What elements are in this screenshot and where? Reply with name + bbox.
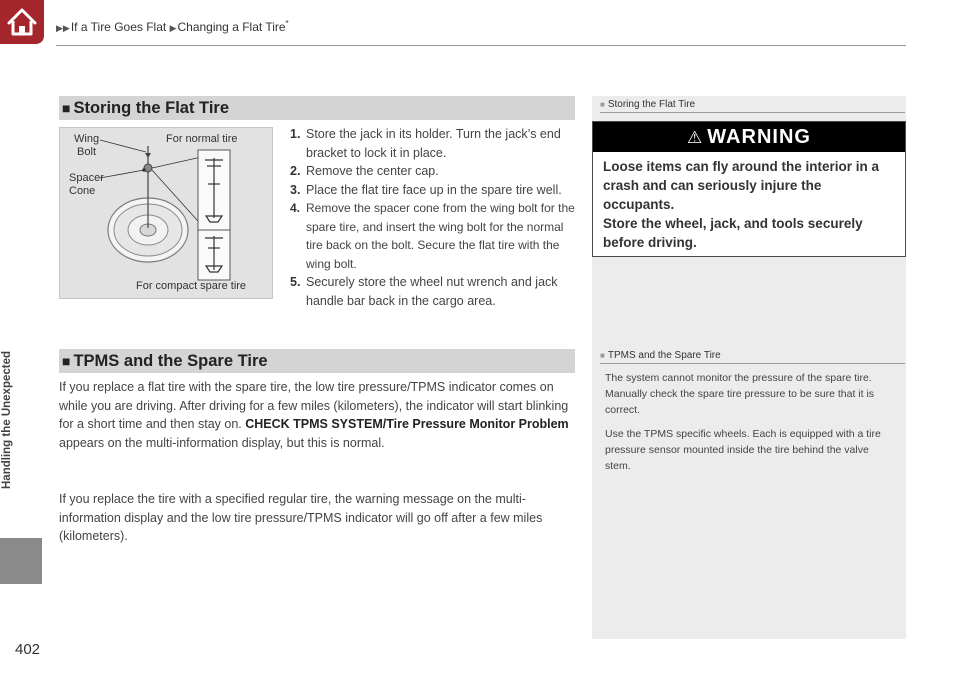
warning-label: WARNING	[707, 126, 811, 148]
section-heading-tpms: ■ TPMS and the Spare Tire	[59, 349, 575, 373]
warning-text: Loose items can fly around the interior in a crash and can seriously injure the occupants. Store the wheel, jack, and tools securely before driving.	[603, 159, 880, 250]
header-divider	[56, 45, 906, 46]
home-icon	[0, 0, 44, 44]
heading-square-icon: ■	[62, 100, 71, 116]
label-compact-tire: For compact spare tire	[136, 280, 247, 292]
breadcrumb-link-flat-tire[interactable]: If a Tire Goes Flat	[70, 20, 167, 34]
home-button[interactable]	[0, 0, 44, 44]
breadcrumb-mark: *	[285, 19, 289, 28]
tpms-paragraph-2: If you replace the tire with a specified regular tire, the warning message on the multi-information display and the low tire pressure/TPMS indicator will go off after a few miles (kilometers).	[59, 492, 543, 543]
breadcrumb-arrow-icon: ▶▶	[56, 23, 70, 33]
step-item: 5. Securely store the wheel nut wrench and jack handle bar back in the cargo area.	[290, 275, 558, 308]
label-wing-bolt: Wing Bolt	[74, 133, 100, 158]
note-paragraph: The system cannot monitor the pressure of the spare tire. Manually check the spare tire pressure to be sure that it is correct.	[605, 372, 875, 416]
note-body-tpms	[605, 370, 897, 482]
step-item: 4. Remove the spacer cone from the wing bolt for the spare tire, and insert the wing bolt for the normal tire back on the bolt. Secure the flat tire with the wing bolt.	[290, 201, 575, 271]
page-number: 402	[15, 641, 41, 658]
note-title-tpms: ■ TPMS and the Spare Tire	[600, 350, 905, 364]
section-heading-storing: ■ Storing the Flat Tire	[59, 96, 575, 120]
storing-steps	[290, 125, 575, 310]
step-item: 2. Remove the center cap.	[290, 164, 439, 178]
note-title-storing: ■ Storing the Flat Tire	[600, 99, 905, 113]
warning-header	[593, 122, 905, 152]
heading-square-icon: ■	[62, 353, 71, 369]
step-item: 3. Place the flat tire face up in the spare tire well.	[290, 182, 562, 197]
note-icon: ■	[600, 100, 605, 109]
breadcrumb-arrow-icon: ▶	[169, 23, 177, 33]
warning-triangle-icon: ⚠	[687, 128, 704, 147]
breadcrumb	[56, 19, 289, 34]
step-item: 1. Store the jack in its holder. Turn the jack’s end bracket to lock it in place.	[290, 127, 561, 160]
tire-storage-figure	[59, 127, 273, 299]
section-tab-marker	[0, 538, 42, 584]
section-tab-label: Handling the Unexpected	[1, 350, 13, 490]
note-icon: ■	[600, 351, 605, 360]
breadcrumb-current: Changing a Flat Tire	[177, 20, 286, 34]
label-normal-tire: For normal tire	[166, 133, 238, 145]
label-spacer-cone: Spacer Cone	[69, 172, 104, 197]
note-paragraph: Use the TPMS specific wheels. Each is equipped with a tire pressure sensor mounted inside the tire behind the valve stem.	[605, 428, 881, 472]
warning-box	[592, 121, 906, 257]
tpms-paragraph-1: If you replace a flat tire with the spare tire, the low tire pressure/TPMS indicator comes on while you are driving. After driving for a few miles (kilometers), the indicator will start blinking for a short time and then stay on. CHECK TPMS SYSTEM/Tire Pressure Monitor Problem appears on the multi-information display, but this is normal.	[59, 380, 569, 450]
tpms-message-text: CHECK TPMS SYSTEM/Tire Pressure Monitor Problem	[245, 417, 569, 431]
